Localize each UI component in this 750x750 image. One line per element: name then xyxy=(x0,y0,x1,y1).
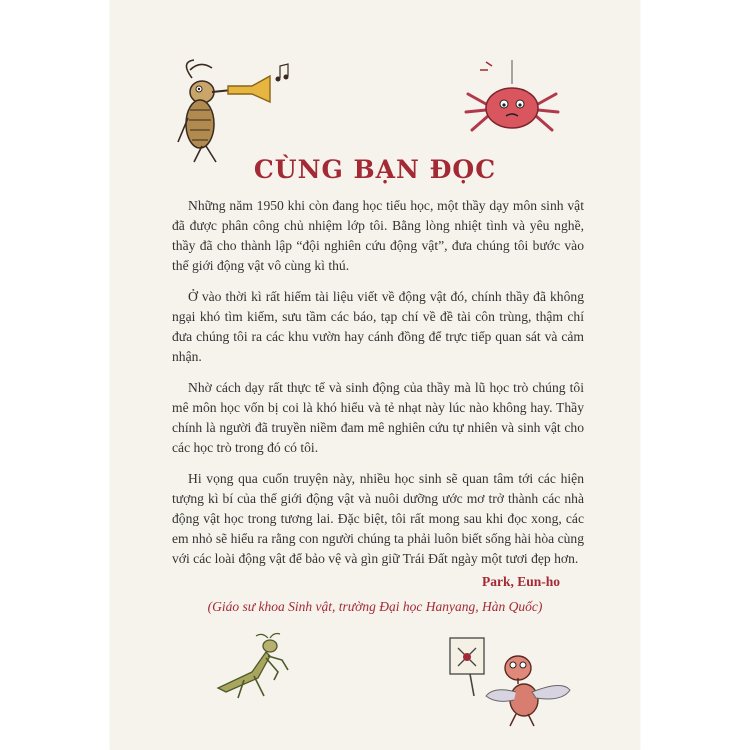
page-title: CÙNG BẠN ĐỌC xyxy=(253,155,497,184)
paragraph: Những năm 1950 khi còn đang học tiểu học, một thầy dạy môn sinh vật đã được phân công chủ nhiệm lớp tôi. Bằng lòng nhiệt tình và yêu nghề, thầy đã cho thành lập “đội nghiên cứu động vật”, đưa chúng tôi bước vào thế giới động vật vô cùng kì thú. xyxy=(172,198,584,273)
cricket-trumpet-illustration xyxy=(172,58,312,168)
author-name: Park, Eun-ho xyxy=(481,574,560,589)
paragraph: Ở vào thời kì rất hiếm tài liệu viết về động vật đó, chính thầy đã không ngại khó tìm kiếm, sưu tầm các báo, tạp chí về đề tài côn trùng, thậm chí đưa chúng tôi ra các khu vườn hay cánh đồng để trực tiếp quan sát và cảm nhận. xyxy=(172,289,584,364)
praying-mantis-illustration xyxy=(208,632,303,702)
mosquito-with-sign-illustration xyxy=(438,628,578,728)
angry-spider-illustration xyxy=(462,58,562,143)
paragraph: Hi vọng qua cuốn truyện này, nhiều học sinh sẽ quan tâm tới các hiện tượng kì bí của thế giới động vật và nuôi dưỡng ước mơ trở thành các nhà động vật học trong tương lai. Đặc biệt, tôi rất mong sau khi đọc xong, các em nhỏ sẽ hiểu ra rằng con người chúng ta phải luôn biết sống hài hòa cùng với các loài động vật để bảo vệ và gìn giữ Trái Đất ngày một tươi đẹp hơn. xyxy=(172,471,584,566)
book-page xyxy=(110,0,640,750)
paragraph: Nhờ cách dạy rất thực tế và sinh động của thầy mà lũ học trò chúng tôi mê môn học vốn bị coi là khó hiểu và tẻ nhạt này lúc nào không hay. Thầy chính là người đã truyền niềm đam mê nghiên cứu tự nhiên và sinh vật cho các học trò trong đó có tôi. xyxy=(172,380,584,455)
preface-body xyxy=(172,196,584,580)
author-affiliation: (Giáo sư khoa Sinh vật, trường Đại học Hanyang, Hàn Quốc) xyxy=(207,599,543,614)
